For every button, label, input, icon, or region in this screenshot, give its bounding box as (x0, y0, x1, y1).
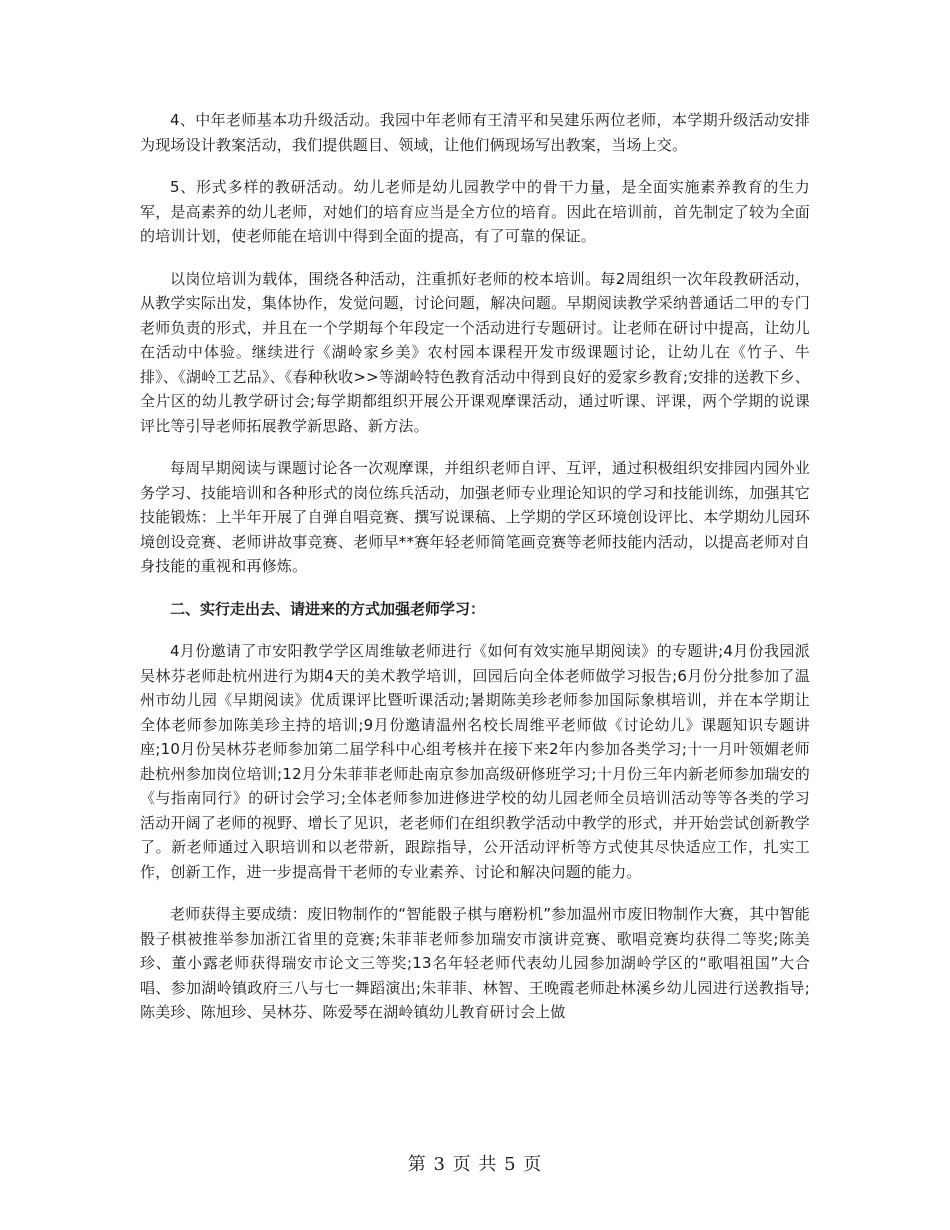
document-body (140, 108, 810, 1043)
paragraph-teaching-research: 5、形式多样的教研活动。幼儿老师是幼儿园教学中的骨干力量，是全面实施素养教育的生力军，是高素养的幼儿老师，对她们的培育应当是全方位的培育。因此在培训前，首先制定了较为全面的培训计划，使老师能在培训中得到全面的提高，有了可靠的保证。 (140, 178, 810, 245)
paragraph-basic-skills-upgrade: 4、中年老师基本功升级活动。我园中年老师有王清平和吴建乐两位老师，本学期升级活动安排为现场设计教案活动，我们提供题目、领域，让他们俩现场写出教案，当场上交。 (140, 111, 810, 154)
page-number-footer: 第 3 页 共 5 页 (407, 1154, 543, 1175)
section-heading-go-out-invite-in: 二、实行走出去、请进来的方式加强老师学习： (170, 599, 486, 618)
paragraph-teacher-achievements: 老师获得主要成绩：废旧物制作的“智能骰子棋与磨粉机”参加温州市废旧物制作大赛，其中智能骰子棋被推举参加浙江省里的竞赛;朱菲菲老师参加瑞安市演讲竞赛、歌唱竞赛均获得二等奖;陈美珍、董小露老师获得瑞安市论文三等奖;13名年轻老师代表幼儿园参加湖岭学区的“歌唱祖国”大合唱、参加湖岭镇政府三八与七一舞蹈演出;朱菲菲、林智、王晚霞老师赴林溪乡幼儿园进行送教指导;陈美珍、陈旭珍、吴林芬、陈爱琴在湖岭镇幼儿教育研讨会上做 (140, 905, 810, 1021)
paragraph-school-based-training: 以岗位培训为载体，围绕各种活动，注重抓好老师的校本培训。每2周组织一次年段教研活动，从教学实际出发，集体协作，发觉问题，讨论问题，解决问题。早期阅读教学采纳普通话二甲的专门老师负责的形式，并且在一个学期每个年段定一个活动进行专题研讨。让老师在研讨中提高，让幼儿在活动中体验。继续进行《湖岭家乡美》农村园本课程开发市级课题讨论，让幼儿在《竹子、牛排》、《湖岭工艺品》、《春种秋收>>等湖岭特色教育活动中得到良好的爱家乡教育;安排的送教下乡、全片区的幼儿教学研讨会;每学期都组织开展公开课观摩课活动，通过听课、评课，两个学期的说课评比等引导老师拓展教学新思路、新方法。 (140, 269, 810, 435)
paragraph-training-activities: 4月份邀请了市安阳教学学区周维敏老师进行《如何有效实施早期阅读》的专题讲;4月份我园派吴林芬老师赴杭州进行为期4天的美术教学培训，回园后向全体老师做学习报告;6月份分批参加了温州市幼儿园《早期阅读》优质课评比暨听课活动;暑期陈美珍老师参加国际象棋培训，并在本学期让全体老师参加陈美珍主持的培训;9月份邀请温州名校长周维平老师做《讨论幼儿》课题知识专题讲座;10月份吴林芬老师参加第二届学科中心组考核并在接下来2年内参加各类学习;十一月叶领媚老师赴杭州参加岗位培训;12月分朱菲菲老师赴南京参加高级研修班学习;十月份三年内新老师参加瑞安的《与指南同行》的研讨会学习;全体老师参加进修进学校的幼儿园老师全员培训活动等等各类的学习活动开阔了老师的视野、增长了见识，老老师们在组织教学活动中教学的形式，并开始尝试创新教学了。新老师通过入职培训和以老带新，跟踪指导，公开活动评析等方式使其尽快适应工作，扎实工作，创新工作，进一步提高骨干老师的专业素养、讨论和解决问题的能力。 (140, 642, 810, 881)
paragraph-observation-lessons: 每周早期阅读与课题讨论各一次观摩课，并组织老师自评、互评，通过积极组织安排园内园外业务学习、技能培训和各种形式的岗位练兵活动，加强老师专业理论知识的学习和技能训练，加强其它技能锻炼：上半年开展了自弹自唱竞赛、撰写说课稿、上学期的学区环境创设评比、本学期幼儿园环境创设竞赛、老师讲故事竞赛、老师早**赛年轻老师简笔画竞赛等老师技能内活动，以提高老师对自身技能的重视和再修炼。 (140, 459, 810, 575)
